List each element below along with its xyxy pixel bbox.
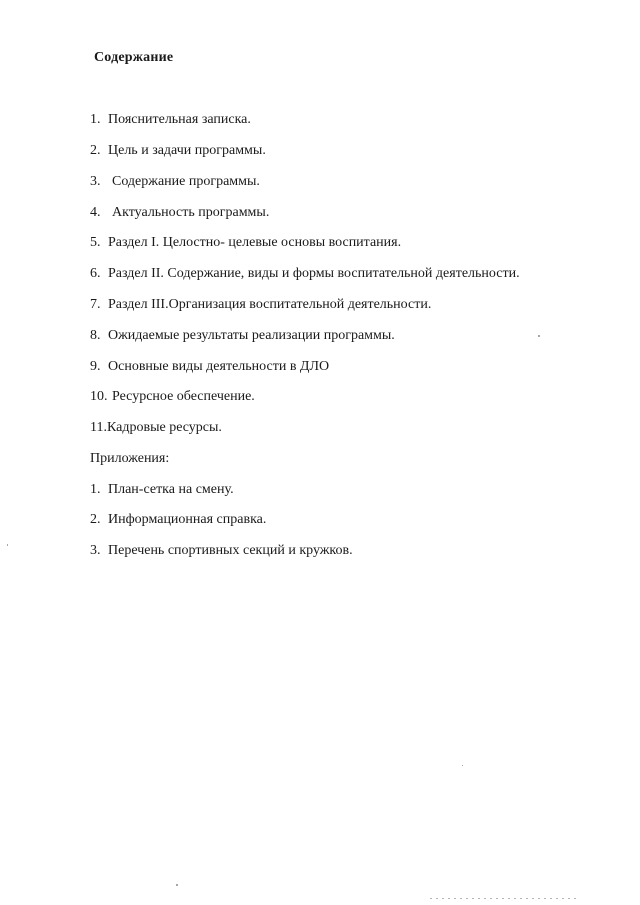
scan-speck [176,884,178,886]
toc-item-text: Основные виды деятельности в ДЛО [108,359,330,374]
appendix-item-number: 3. [90,543,101,558]
scan-speck [462,765,463,766]
toc-item-4 [90,205,269,221]
toc-item-10 [90,389,255,405]
toc-item-7 [90,297,431,313]
toc-item-11 [90,420,222,436]
toc-item-text: Раздел I. Целостно- целевые основы воспитания. [108,235,402,250]
scan-noise [430,898,580,899]
appendix-item-text: План-сетка на смену. [108,482,234,497]
appendix-heading: Приложения: [90,451,170,466]
appendix-item-2 [90,512,266,528]
toc-item-1 [90,112,251,128]
toc-item-3 [90,174,260,190]
toc-item-text: Ресурсное обеспечение. [112,389,255,404]
toc-item-9 [90,359,329,375]
toc-item-text: Раздел II. Содержание, виды и формы воспитательной деятельности. [108,266,520,281]
toc-item-text: Кадровые ресурсы. [106,420,222,435]
toc-item-text: Актуальность программы. [112,205,270,220]
toc-item-number: 2. [90,143,101,158]
appendix-item-1 [90,482,234,498]
toc-item-text: Цель и задачи программы. [108,143,266,158]
toc-item-number: 7. [90,297,101,312]
toc-item-5 [90,235,401,251]
appendix-item-number: 1. [90,482,101,497]
toc-item-8 [90,328,395,344]
toc-item-text: Содержание программы. [112,174,260,189]
toc-item-number: 4. [90,205,101,220]
scan-speck [538,335,540,337]
appendix-item-3 [90,543,353,559]
toc-item-text: Раздел III.Организация воспитательной деятельности. [108,297,432,312]
toc-item-number: 1. [90,112,101,127]
toc-item-number: 6. [90,266,101,281]
toc-item-number: 3. [90,174,101,189]
scan-speck [7,544,8,546]
toc-item-2 [90,143,266,159]
appendix-item-text: Информационная справка. [108,512,267,527]
toc-item-number: 10. [90,389,108,404]
toc-item-6 [90,266,520,282]
toc-item-number: 8. [90,328,101,343]
toc-item-number: 5. [90,235,101,250]
toc-item-text: Ожидаемые результаты реализации программы. [108,328,395,343]
toc-item-text: Пояснительная записка. [108,112,251,127]
appendix-item-text: Перечень спортивных секций и кружков. [108,543,353,558]
appendix-item-number: 2. [90,512,101,527]
toc-item-number: 9. [90,359,101,374]
toc-item-number: 11. [90,420,107,435]
page-title: Содержание [94,50,174,65]
